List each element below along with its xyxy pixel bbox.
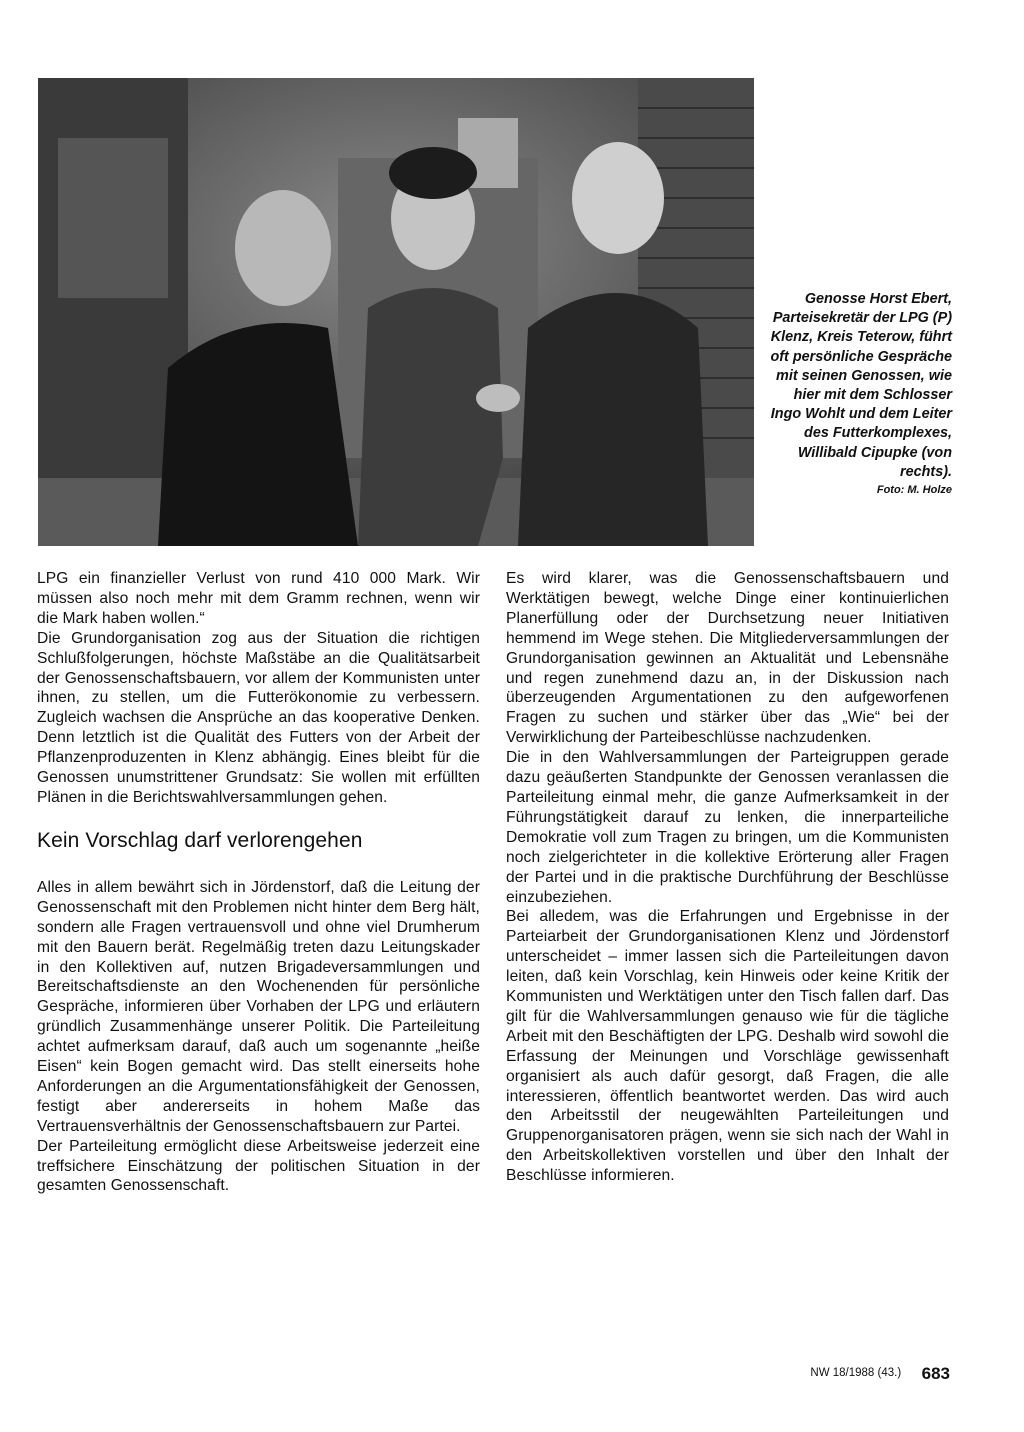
caption-text: Genosse Horst Ebert, Parteisekretär der LPG (P) Klenz, Kreis Teterow, führt oft persönliche Gespräche mit seinen Genossen, wie hier mit dem Schlosser Ingo Wohlt und dem Leiter des Futterkomplexes, Willibald Cipupke (von rechts). — [770, 291, 952, 480]
page-number: 683 — [921, 1364, 950, 1383]
photo-caption — [770, 290, 952, 497]
page-footer — [800, 1364, 950, 1384]
paragraph: Es wird klarer, was die Genossenschaftsbauern und Werktätigen bewegt, welche Dinge einer kontinuierlichen Planerfüllung oder der Durchsetzung neuer Initiativen hemmend im Wege stehen. Die Mitgliederversammlungen der Grundorganisation gewinnen an Aktualität und Lebensnähe und regen zunehmend dazu an, in der Diskussion nach überzeugenden Argumentationen zu den aufgeworfenen Fragen zu suchen und stärker über das „Wie“ bei der Verwirklichung der Parteibeschlüsse nachzudenken. — [506, 570, 949, 747]
left-column — [37, 569, 480, 1196]
paragraph: Die Grundorganisation zog aus der Situation die richtigen Schlußfolgerungen, höchste Maßstäbe an die Qualitätsarbeit der Genossenschaftsbauern, vor allem der Kommunisten unter ihnen, zu stellen, um die Futterökonomie zu verbessern. Zugleich wachsen die Ansprüche an das kooperative Denken. Denn letztlich ist die Qualität des Futters von der Arbeit der Pflanzenproduzenten in Klenz abhängig. Eines bleibt für die Genossen unumstrittener Grundsatz: Sie wollen mit erfüllten Plänen in die Berichtswahlversammlungen gehen. — [37, 629, 480, 806]
article-photo — [38, 78, 754, 546]
paragraph: LPG ein finanzieller Verlust von rund 410 000 Mark. Wir müssen also noch mehr mit dem Gramm rechnen, wenn wir die Mark haben wollen.“ — [37, 570, 480, 627]
photo-image — [38, 78, 754, 546]
right-column — [506, 569, 949, 1186]
issue-label: NW 18/1988 (43.) — [810, 1367, 902, 1379]
paragraph: Der Parteileitung ermöglicht diese Arbeitsweise jederzeit eine treffsichere Einschätzung der politischen Situation in der gesamten Genossenschaft. — [37, 1137, 480, 1195]
paragraph: Alles in allem bewährt sich in Jördenstorf, daß die Leitung der Genossenschaft mit den Problemen nicht hinter dem Berg hält, sondern alle Fragen vertrauensvoll und ohne viel Drumherum mit den Bauern berät. Regelmäßig treten dazu Leitungskader in den Kollektiven auf, nutzen Brigadeversammlungen und Bereitschaftsdienste an den Wochenenden für persönliche Gespräche, informieren über Vorhaben der LPG und erläutern gründlich Zusammenhänge unserer Politik. Die Parteileitung achtet aufmerksam darauf, daß auch um sogenannte „heiße Eisen“ kein Bogen gemacht wird. Das stellt einerseits hohe Anforderungen an die Argumentationsfähigkeit der Genossen, festigt aber andererseits in hohem Maße das Vertrauensverhältnis der Genossenschaftsbauern zur Partei. — [37, 878, 480, 1135]
paragraph: Bei alledem, was die Erfahrungen und Ergebnisse in der Parteiarbeit der Grundorganisationen Klenz und Jördenstorf unterscheidet – immer lassen sich die Parteileitungen davon leiten, daß kein Vorschlag, kein Hinweis oder keine Kritik der Kommunisten und Werktätigen unter den Tisch fallen darf. Das gilt für die Wahlversammlungen genauso wie für die tägliche Arbeit mit den Beschäftigten der LPG. Deshalb wird sowohl die Erfassung der Meinungen und Vorschläge gewissenhaft organisiert als auch dafür gesorgt, daß Fragen, die alle interessieren, öffentlich beantwortet werden. Das wird auch den Arbeitsstil der neugewählten Parteileitungen und Gruppenorganisatoren prägen, wenn sie sich nach der Wahl in den Arbeitskollektiven vorstellen und über den Inhalt der Beschlüsse informieren. — [506, 908, 949, 1185]
section-heading: Kein Vorschlag darf verlorengehen — [37, 828, 363, 852]
photo-credit: Foto: M. Holze — [876, 484, 952, 497]
paragraph: Die in den Wahlversammlungen der Parteigruppen gerade dazu geäußerten Standpunkte der Genossen veranlassen die Parteileitung einmal mehr, die ganze Aufmerksamkeit in der Führungstätigkeit darauf zu lenken, die innerparteiliche Demokratie voll zum Tragen zu bringen, um die Kommunisten noch zielgerichteter in die kollektive Erörterung aller Fragen der Partei und in die praktische Durchführung der Beschlüsse einzubeziehen. — [506, 749, 949, 906]
